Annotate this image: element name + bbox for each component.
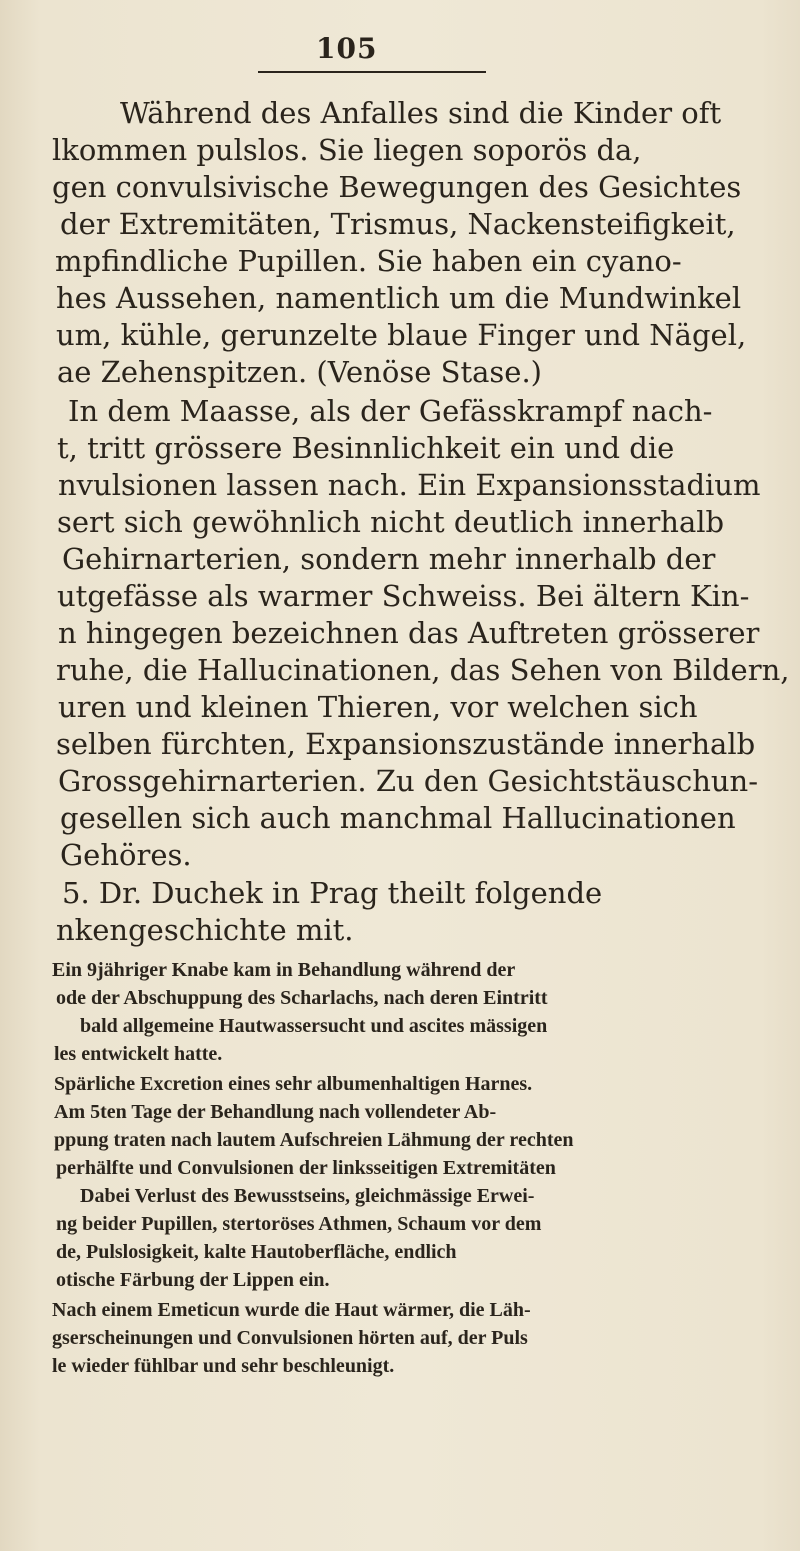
text-line: Dabei Verlust des Bewusstseins, gleichmässige Erwei- [80,1185,535,1207]
text-line: Spärliche Excretion eines sehr albumenhaltigen Harnes. [54,1073,533,1095]
text-line: les entwickelt hatte. [54,1043,223,1065]
text-line: Ein 9jähriger Knabe kam in Behandlung während der [52,959,516,981]
text-line: ode der Abschuppung des Scharlachs, nach deren Eintritt [56,987,548,1009]
text-line: Gehöres. [60,838,192,872]
text-line: de, Pulslosigkeit, kalte Hautoberfläche, endlich [56,1241,457,1263]
text-line: ae Zehenspitzen. (Venöse Stase.) [57,355,542,389]
text-line: um, kühle, gerunzelte blaue Finger und Nägel, [56,318,747,352]
text-line: perhälfte und Convulsionen der linksseitigen Extremitäten [56,1157,556,1179]
text-line: Während des Anfalles sind die Kinder oft [120,96,722,130]
text-line: bald allgemeine Hautwassersucht und ascites mässigen [80,1015,548,1037]
text-line: Nach einem Emeticun wurde die Haut wärmer, die Läh- [52,1299,531,1321]
text-line: ruhe, die Hallucinationen, das Sehen von Bildern, [56,653,790,687]
text-line: gen convulsivische Bewegungen des Gesichtes [52,170,742,204]
text-line: 5. Dr. Duchek in Prag theilt folgende [62,876,603,910]
text-line: ppung traten nach lautem Aufschreien Lähmung der rechten [54,1129,574,1151]
text-line: ng beider Pupillen, stertoröses Athmen, Schaum vor dem [56,1213,542,1235]
text-line: gesellen sich auch manchmal Hallucinationen [60,801,736,835]
text-line: hes Aussehen, namentlich um die Mundwinkel [56,281,742,315]
text-line: utgefässe als warmer Schweiss. Bei ältern Kin- [57,579,750,613]
text-line: n hingegen bezeichnen das Auftreten grösserer [58,616,760,650]
text-line: Gehirnarterien, sondern mehr innerhalb der [62,542,716,576]
text-line: t, tritt grössere Besinnlichkeit ein und die [57,431,675,465]
text-line: sert sich gewöhnlich nicht deutlich innerhalb [57,505,725,539]
text-line: gserscheinungen und Convulsionen hörten auf, der Puls [52,1327,528,1349]
text-line: In dem Maasse, als der Gefässkrampf nach- [68,394,713,428]
text-line: selben fürchten, Expansionszustände innerhalb [56,727,756,761]
text-line: nkengeschichte mit. [56,913,354,947]
header-rule [258,71,486,73]
text-line: lkommen pulslos. Sie liegen soporös da, [52,133,642,167]
text-line: uren und kleinen Thieren, vor welchen sich [58,690,698,724]
text-line: mpfindliche Pupillen. Sie haben ein cyano- [55,244,682,278]
text-line: der Extremitäten, Trismus, Nackensteifigkeit, [60,207,736,241]
text-line: Am 5ten Tage der Behandlung nach vollendeter Ab- [54,1101,497,1123]
text-line: le wieder fühlbar und sehr beschleunigt. [52,1355,395,1377]
text-line: otische Färbung der Lippen ein. [56,1269,330,1291]
text-line: nvulsionen lassen nach. Ein Expansionsstadium [58,468,761,502]
text-line: Grossgehirnarterien. Zu den Gesichtstäuschun- [58,764,759,798]
page-number: 105 [316,32,378,65]
